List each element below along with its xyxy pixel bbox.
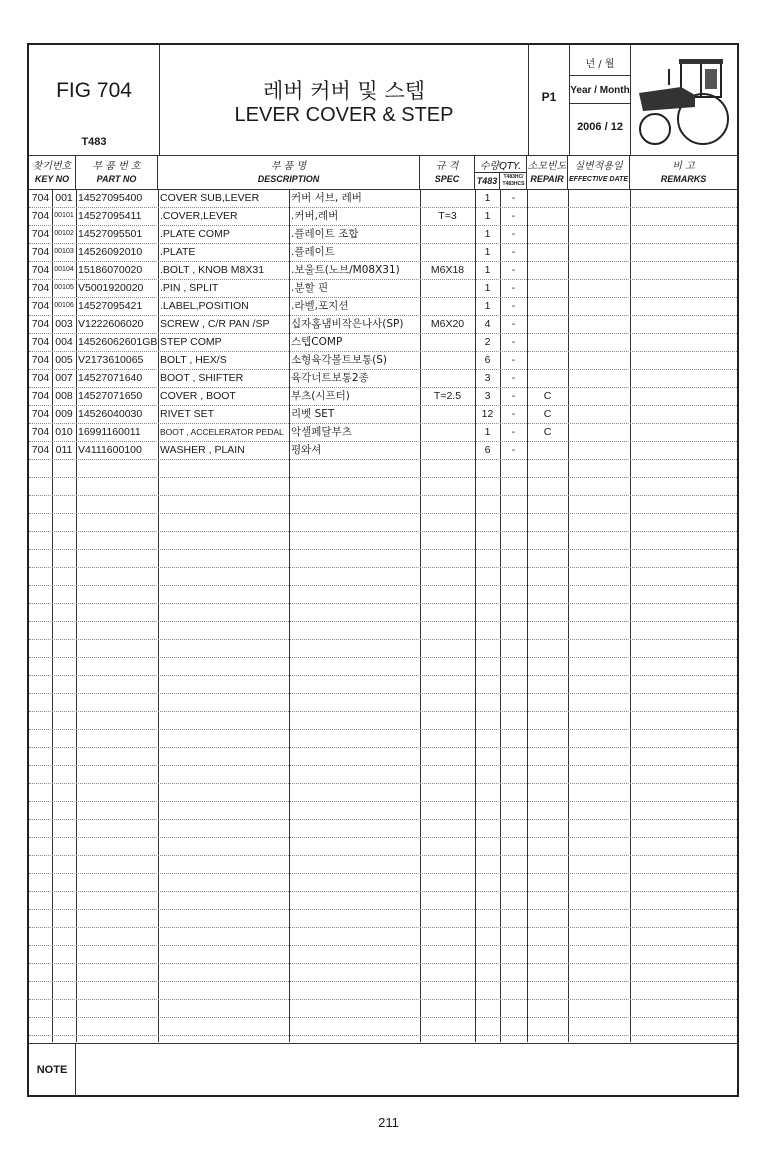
cell-key: 00101 xyxy=(54,212,74,219)
empty-row xyxy=(29,783,737,802)
table-row xyxy=(29,189,737,208)
empty-row xyxy=(29,1017,737,1036)
cell-qty: 6 xyxy=(484,354,491,366)
cell-spec: T=2.5 xyxy=(433,390,462,402)
cell-key: 010 xyxy=(55,426,73,438)
cell-part: V1222606020 xyxy=(78,318,144,330)
cell-part: 14527071650 xyxy=(78,390,143,402)
cell-qty2: - xyxy=(511,192,516,204)
empty-row xyxy=(29,477,737,496)
table-row xyxy=(29,315,737,334)
cell-desc-en: WASHER , PLAIN xyxy=(160,444,245,456)
table-row xyxy=(29,279,737,298)
title-korean: 레버 커버 및 스텝 xyxy=(262,79,426,103)
year-month-korean: 년 / 월 xyxy=(585,59,615,70)
cell-qty: 1 xyxy=(484,192,491,204)
cell-fig: 704 xyxy=(31,300,50,312)
table-row xyxy=(29,387,737,406)
model-code: T483 xyxy=(81,136,107,148)
cell-part: 14526040030 xyxy=(78,408,143,420)
cell-qty2: - xyxy=(511,264,516,276)
figure-cell xyxy=(29,45,160,155)
cell-fig: 704 xyxy=(31,210,50,222)
cell-desc-ko: .플레이트 조합 xyxy=(291,228,359,240)
cell-desc-en: .PLATE xyxy=(160,246,196,258)
cell-repair: C xyxy=(543,390,552,402)
cell-part: V2173610065 xyxy=(78,354,144,366)
note-section xyxy=(29,1043,737,1096)
cell-qty2: - xyxy=(511,282,516,294)
cell-key: 009 xyxy=(55,408,73,420)
cell-qty2: - xyxy=(511,210,516,222)
cell-spec xyxy=(420,279,475,297)
empty-row xyxy=(29,801,737,820)
cell-qty: 3 xyxy=(484,372,491,384)
cell-repair: C xyxy=(543,408,552,420)
figure-number: FIG 704 xyxy=(56,79,132,102)
table-row xyxy=(29,423,737,442)
table-row xyxy=(29,351,737,370)
parts-table-body xyxy=(29,189,737,1042)
year-month-value: 2006 / 12 xyxy=(577,121,623,133)
col-qty: 수량QTY. T483 T483HC/ T483HCS xyxy=(475,155,527,189)
cell-fig: 704 xyxy=(31,228,50,240)
empty-row xyxy=(29,729,737,748)
cell-fig: 704 xyxy=(31,318,50,330)
cell-desc-ko: 리벳 SET xyxy=(291,408,335,420)
empty-row xyxy=(29,657,737,676)
cell-desc-en: BOOT , ACCELERATOR PEDAL xyxy=(160,427,284,437)
cell-key: 003 xyxy=(55,318,73,330)
empty-row xyxy=(29,639,737,658)
cell-desc-en: SCREW , C/R PAN /SP xyxy=(160,318,270,330)
empty-row xyxy=(29,819,737,838)
col-repair: 소모빈도 REPAIR xyxy=(527,155,568,189)
cell-desc-ko: .보울트(노브/M08X31) xyxy=(291,264,400,276)
cell-repair xyxy=(527,243,568,261)
cell-spec xyxy=(420,423,475,441)
cell-repair xyxy=(527,351,568,369)
cell-desc-ko: 커버 서브, 레버 xyxy=(291,192,362,204)
page-code: P1 xyxy=(541,90,557,104)
cell-spec xyxy=(420,369,475,387)
cell-repair xyxy=(527,279,568,297)
cell-desc-en: BOLT , HEX/S xyxy=(160,354,227,366)
cell-qty2: - xyxy=(511,372,516,384)
cell-part: V4111600100 xyxy=(78,444,142,456)
cell-repair xyxy=(527,333,568,351)
cell-desc-ko: .라벨,포지션 xyxy=(291,300,349,312)
year-month-cell xyxy=(570,45,631,155)
cell-qty2: - xyxy=(511,408,516,420)
cell-fig: 704 xyxy=(31,246,50,258)
cell-qty: 1 xyxy=(484,210,491,222)
tractor-icon xyxy=(633,51,735,147)
cell-spec xyxy=(420,189,475,207)
cell-repair xyxy=(527,261,568,279)
cell-repair xyxy=(527,297,568,315)
cell-desc-ko: 평와셔 xyxy=(291,444,322,456)
table-row xyxy=(29,225,737,244)
empty-row xyxy=(29,981,737,1000)
cell-qty2: - xyxy=(511,354,516,366)
cell-spec xyxy=(420,351,475,369)
empty-row xyxy=(29,621,737,640)
cell-qty2: - xyxy=(511,444,516,456)
divider xyxy=(570,103,630,104)
empty-row xyxy=(29,693,737,712)
cell-qty2: - xyxy=(511,390,516,402)
table-row xyxy=(29,405,737,424)
cell-repair xyxy=(527,225,568,243)
cell-desc-en: BOOT , SHIFTER xyxy=(160,372,244,384)
cell-key: 00102 xyxy=(54,230,74,237)
parts-sheet xyxy=(27,43,739,1097)
cell-part: 14526092010 xyxy=(78,246,143,258)
cell-key: 007 xyxy=(55,372,73,384)
qty-sub-label: T483HC/ T483HCS xyxy=(500,172,527,189)
cell-spec: M6X20 xyxy=(430,318,465,330)
cell-part: 15186070020 xyxy=(78,264,143,276)
year-month-english: Year / Month xyxy=(570,85,630,96)
cell-part: V5001920020 xyxy=(78,282,144,294)
empty-row xyxy=(29,873,737,892)
cell-key: 005 xyxy=(55,354,73,366)
cell-spec xyxy=(420,441,475,459)
cell-key: 011 xyxy=(55,444,73,456)
cell-fig: 704 xyxy=(31,354,50,366)
empty-row xyxy=(29,855,737,874)
col-remarks: 비 고 REMARKS xyxy=(660,161,707,184)
cell-desc-en: STEP COMP xyxy=(160,336,222,348)
cell-key: 008 xyxy=(55,390,73,402)
table-header xyxy=(29,155,737,190)
cell-spec xyxy=(420,243,475,261)
table-row xyxy=(29,369,737,388)
cell-key: 00106 xyxy=(54,302,74,309)
cell-desc-en: .LABEL,POSITION xyxy=(160,300,249,312)
title-english: LEVER COVER & STEP xyxy=(234,104,454,126)
cell-part: 14527095411 xyxy=(78,210,142,222)
cell-repair xyxy=(527,369,568,387)
empty-row xyxy=(29,891,737,910)
col-effective-date: 실변적용일 EFFECTIVE DATE xyxy=(568,155,630,189)
cell-qty: 4 xyxy=(484,318,491,330)
cell-key: 00105 xyxy=(54,284,74,291)
table-row xyxy=(29,297,737,316)
empty-row xyxy=(29,765,737,784)
cell-qty: 12 xyxy=(481,408,494,420)
cell-desc-ko: 소형육각볼트보통(S) xyxy=(291,354,388,366)
cell-fig: 704 xyxy=(31,282,50,294)
cell-qty: 1 xyxy=(484,426,491,438)
cell-qty: 2 xyxy=(484,336,491,348)
empty-row xyxy=(29,549,737,568)
cell-fig: 704 xyxy=(31,408,50,420)
cell-fig: 704 xyxy=(31,372,50,384)
cell-qty: 6 xyxy=(484,444,491,456)
cell-desc-ko: .분할 핀 xyxy=(291,282,329,294)
cell-part: 14527095501 xyxy=(78,228,143,240)
cell-desc-ko: 악셀페달부츠 xyxy=(291,426,352,438)
cell-part: 14527095400 xyxy=(78,192,143,204)
cell-qty: 1 xyxy=(484,228,491,240)
cell-key: 00103 xyxy=(54,248,74,255)
col-spec: 규 격 SPEC xyxy=(420,155,475,189)
empty-row xyxy=(29,585,737,604)
cell-repair xyxy=(527,207,568,225)
cell-repair: C xyxy=(543,426,552,438)
cell-repair xyxy=(527,189,568,207)
table-row xyxy=(29,333,737,352)
empty-row xyxy=(29,567,737,586)
cell-qty: 1 xyxy=(484,300,491,312)
table-row xyxy=(29,441,737,460)
empty-row xyxy=(29,459,737,478)
cell-key: 00104 xyxy=(54,266,74,273)
sheet-header xyxy=(29,45,737,156)
empty-row xyxy=(29,927,737,946)
col-description: 부 품 명 DESCRIPTION xyxy=(158,155,420,189)
cell-desc-ko: 스텝COMP xyxy=(291,336,343,348)
cell-desc-en: .PLATE COMP xyxy=(160,228,230,240)
cell-key: 004 xyxy=(55,336,73,348)
cell-repair xyxy=(527,315,568,333)
cell-part: 16991160011 xyxy=(78,426,141,438)
cell-spec xyxy=(420,333,475,351)
cell-qty2: - xyxy=(511,318,516,330)
page-code-cell xyxy=(529,45,570,155)
empty-row xyxy=(29,603,737,622)
empty-row xyxy=(29,747,737,766)
table-row xyxy=(29,243,737,262)
empty-row xyxy=(29,945,737,964)
cell-qty: 3 xyxy=(484,390,491,402)
cell-key: 001 xyxy=(55,192,73,204)
cell-qty: 1 xyxy=(484,246,491,258)
cell-desc-en: .BOLT , KNOB M8X31 xyxy=(160,264,265,276)
cell-desc-en: COVER SUB,LEVER xyxy=(160,192,260,204)
empty-row xyxy=(29,711,737,730)
cell-spec xyxy=(420,297,475,315)
cell-qty: 1 xyxy=(484,264,491,276)
qty-model-label: T483 xyxy=(475,172,500,189)
cell-spec: M6X18 xyxy=(430,264,465,276)
cell-qty: 1 xyxy=(484,282,491,294)
cell-fig: 704 xyxy=(31,444,50,456)
cell-desc-ko: .커버,레버 xyxy=(291,210,339,222)
cell-part: 14527095421 xyxy=(78,300,143,312)
cell-qty2: - xyxy=(511,336,516,348)
cell-desc-en: RIVET SET xyxy=(160,408,215,420)
cell-fig: 704 xyxy=(31,336,50,348)
cell-desc-en: COVER , BOOT xyxy=(160,390,236,402)
empty-row xyxy=(29,531,737,550)
page-number: 211 xyxy=(378,1115,399,1130)
cell-spec xyxy=(420,405,475,423)
col-part-no: 부 품 번 호 PART NO xyxy=(76,155,158,189)
cell-desc-en: .PIN , SPLIT xyxy=(160,282,219,294)
table-row xyxy=(29,261,737,280)
empty-row xyxy=(29,909,737,928)
empty-row xyxy=(29,495,737,514)
divider xyxy=(570,75,630,76)
cell-qty2: - xyxy=(511,246,516,258)
title-cell xyxy=(160,45,529,155)
cell-desc-ko: .플레이트 xyxy=(291,246,335,258)
cell-spec: T=3 xyxy=(438,210,457,222)
cell-fig: 704 xyxy=(31,426,50,438)
cell-qty2: - xyxy=(511,426,516,438)
cell-fig: 704 xyxy=(31,264,50,276)
cell-desc-ko: 부츠(시프터) xyxy=(291,390,350,402)
note-label: NOTE xyxy=(29,1044,76,1096)
empty-row xyxy=(29,963,737,982)
empty-row xyxy=(29,675,737,694)
col-key-no: 찾기번호 KEY NO xyxy=(29,155,76,189)
cell-spec xyxy=(420,225,475,243)
cell-repair xyxy=(527,441,568,459)
cell-desc-ko: 십자홈냄비작은나사(SP) xyxy=(291,318,404,330)
empty-row xyxy=(29,999,737,1018)
cell-desc-en: .COVER,LEVER xyxy=(160,210,238,222)
empty-row xyxy=(29,837,737,856)
cell-desc-ko: 육각너트보통2종 xyxy=(291,372,369,384)
cell-qty2: - xyxy=(511,300,516,312)
cell-qty2: - xyxy=(511,228,516,240)
cell-part: 14527071640 xyxy=(78,372,143,384)
cell-fig: 704 xyxy=(31,192,50,204)
empty-row xyxy=(29,513,737,532)
cell-part: 14526062601GB xyxy=(78,336,158,348)
cell-fig: 704 xyxy=(31,390,50,402)
table-row xyxy=(29,207,737,226)
